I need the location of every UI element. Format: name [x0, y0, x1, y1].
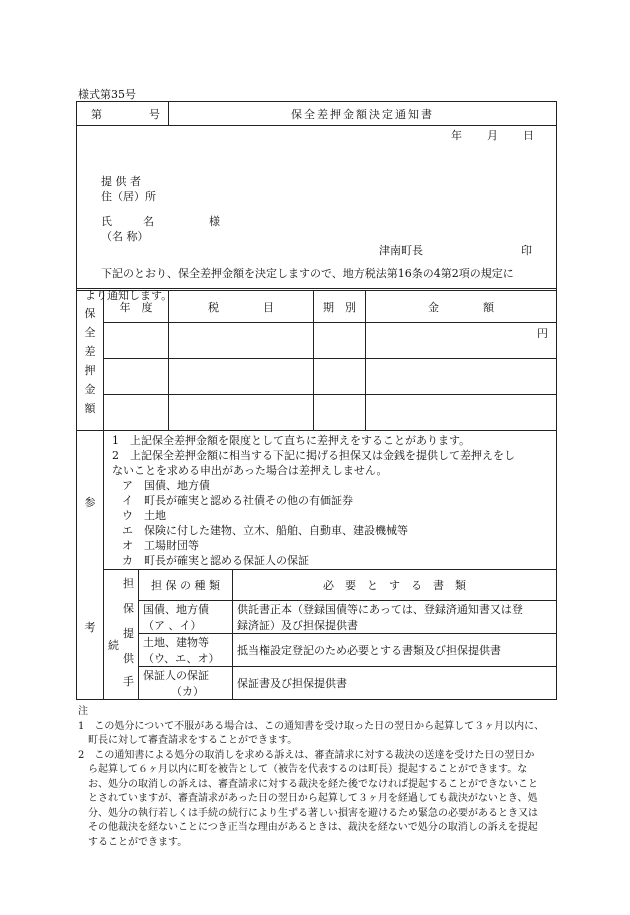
collateral-item: ア 国債、地方債: [122, 479, 210, 492]
note-2-line: とされていますが、審査請求があった日の翌日から起算して３ヶ月を経過しても裁決がないとき、処: [88, 793, 538, 804]
reference-content: [104, 431, 557, 700]
yen-unit: 円: [537, 327, 548, 340]
required-docs-cell: 抵当権設定登記のため必要とする書類及び担保提供書: [233, 633, 557, 666]
note-2-line: 分、処分の執行若しくは手続の続行により生ずる著しい損害を避けるため緊急の必要があるとき又は: [88, 807, 538, 819]
amount-row-2-amount: [366, 359, 557, 395]
collateral-item: ウ 土地: [122, 509, 166, 522]
reference-side-label: [77, 431, 104, 700]
amount-row-1-amount: [366, 323, 557, 359]
note-1-line1: 1 この処分について不服がある場合は、この通知書を受け取った日の翌日から起算して３ヶ月以内に、: [78, 720, 545, 732]
amount-row-1-item: [169, 323, 314, 359]
reference-item-2-line2: ないことを求める申出があった場合は差押えしません。: [112, 464, 388, 477]
procedure-side-label: 担 保 提 続 供 手: [108, 577, 134, 688]
reference-item-1: 1 上記保全差押金額を限度として直ちに差押えをすることがあります。: [112, 434, 471, 447]
form-number: 様式第35号: [78, 88, 136, 101]
provider-label: 提 供 者: [101, 175, 141, 188]
amount-row-2-period: [314, 359, 366, 395]
recipient-block: [77, 126, 557, 302]
collateral-type-cell: 国債、地方債 （ア 、イ）: [139, 600, 233, 633]
required-docs-cell: 保証書及び担保提供書: [233, 666, 557, 699]
amount-row-3-period: [314, 395, 366, 431]
issuer-name: 津南町長: [379, 244, 423, 257]
date-day: 日: [523, 129, 534, 142]
date-year: 年: [451, 129, 462, 142]
note-1-line2: 町長に対して審査請求をすることができます。: [88, 735, 298, 746]
collateral-type-cell: 土地、建物等 （ウ、エ、オ）: [139, 633, 233, 666]
header-tax-item: 税 目: [169, 291, 314, 323]
amount-row-3-year: [104, 395, 169, 431]
collateral-item: カ 町長が確実と認める保証人の保証: [122, 554, 309, 567]
required-docs-cell: 供託書正本（登録国債等にあっては、登録済通知書又は登 録済証）及び担保提供書: [233, 600, 557, 633]
notes-section: [78, 705, 558, 850]
note-2-line: 2 この通知書による処分の取消しを求める訴えは、審査請求に対する裁決の送達を受けた日の翌日か: [78, 749, 535, 761]
notice-form: [76, 101, 557, 700]
number-label-dai: 第: [91, 107, 102, 121]
body-text-line2: より通知します。: [85, 289, 173, 302]
reference-label-top: 参: [84, 496, 96, 510]
date-month: 月: [487, 129, 498, 142]
header-period: 期 別: [314, 291, 366, 323]
note-2-line: お、処分の取消しの訴えは、審査請求に対する裁決を経た後でなければ提起することができないこと: [88, 778, 538, 790]
collateral-item: エ 保険に付した建物、立木、船舶、自動車、建設機械等: [122, 524, 408, 537]
header-fiscal-year: 年 度: [104, 291, 169, 323]
amount-row-2-year: [104, 359, 169, 395]
note-2-line: することができます。: [88, 836, 188, 848]
corp-name-label: （名 称）: [101, 230, 149, 243]
procedure-table: [104, 569, 556, 699]
collateral-item: オ 工場財団等: [122, 539, 199, 552]
name-suffix: 様: [209, 215, 220, 228]
note-2-line: ら起算して６ヶ月以内に町を被告として（被告を代表するのは町長）提起することができます。な: [88, 764, 528, 775]
amount-row-3-amount: [366, 395, 557, 431]
body-text-line1: 下記のとおり、保全差押金額を決定しますので、地方税法第16条の4第2項の規定に: [101, 267, 514, 280]
amount-row-2-item: [169, 359, 314, 395]
collateral-item: イ 町長が確実と認める社債その他の有価証券: [122, 494, 353, 507]
document-number-cell: [77, 102, 169, 126]
address-label: 住（居）所: [101, 190, 156, 203]
collateral-type-cell: 保証人の保証 （カ）: [139, 666, 233, 699]
reference-label-bottom: 考: [84, 621, 96, 635]
amount-row-3-item: [169, 395, 314, 431]
amount-row-1-period: [314, 323, 366, 359]
name-label: 氏 名: [101, 215, 157, 228]
reference-item-2-line1: 2 上記保全差押金額に相当する下記に掲げる担保又は金銭を提供して差押えをし: [112, 449, 515, 462]
amount-row-1-year: [104, 323, 169, 359]
note-2-line: その他裁決を経ないことにつき正当な理由があるときは、裁決を経ないで処分の取消しの訴えを提起: [88, 822, 538, 833]
header-collateral-type: 担 保 の 種 類: [139, 570, 233, 600]
header-amount: 金 額: [366, 291, 557, 323]
header-required-docs: 必 要 と す る 書 類: [233, 570, 557, 600]
notes-label: 注: [78, 706, 88, 717]
document-title: 保全差押金額決定通知書: [291, 107, 434, 121]
seal-mark: 印: [521, 244, 532, 257]
amount-side-label: 保 全 差 押 金 額: [77, 291, 104, 431]
title-cell: [169, 102, 557, 126]
number-label-go: 号: [149, 107, 160, 121]
